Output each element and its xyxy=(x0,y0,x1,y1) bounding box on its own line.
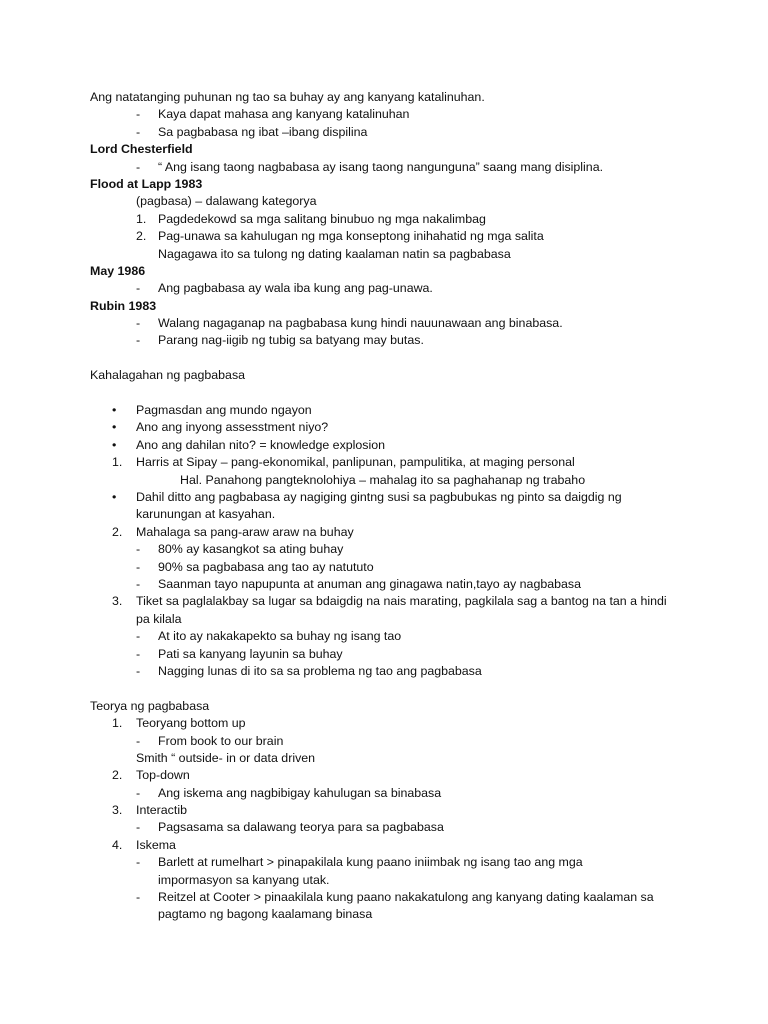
indented-note: Smith “ outside- in or data driven xyxy=(136,750,316,765)
dash-item: - Ang pagbabasa ay wala iba kung ang pag-unawa. xyxy=(136,281,433,296)
heading-teorya: Teorya ng pagbabasa xyxy=(90,698,210,713)
heading-kahalagahan: Kahalagahan ng pagbabasa xyxy=(90,368,246,383)
dash-item: - From book to our brain xyxy=(136,733,284,748)
dash-item: - Pati sa kanyang layunin sa buhay xyxy=(136,646,343,661)
spacer xyxy=(90,350,690,367)
numbered-item: 2. Pag-unawa sa kahulugan ng mga konseptong inihahatid ng mga salita xyxy=(136,229,544,244)
sub-line: (pagbasa) – dalawang kategorya xyxy=(136,194,317,209)
numbered-item: 1. Teoryang bottom up xyxy=(112,716,246,731)
dash-item: - Nagging lunas di ito sa sa problema ng tao ang pagbabasa xyxy=(136,663,482,678)
numbered-item: 4. Iskema xyxy=(112,837,176,852)
intro-line: Ang natatanging puhunan ng tao sa buhay ay ang kanyang katalinuhan. xyxy=(90,90,485,104)
dash-item: - Sa pagbabasa ng ibat –ibang dispilina xyxy=(136,124,368,139)
dash-item: - Barlett at rumelhart > pinapakilala kung paano iniimbak ng isang tao ang mga impormasyon sa kanyang utak. xyxy=(136,855,583,887)
document-body xyxy=(90,89,690,924)
dash-item: - Reitzel at Cooter > pinaakilala kung paano nakakatulong ang kanyang dating kaalaman sa pagtamo ng bagong kaalamang binasa xyxy=(136,890,654,922)
bullet-item: • Pagmasdan ang mundo ngayon xyxy=(112,403,312,418)
dash-item: - Saanman tayo napupunta at anuman ang ginagawa natin,tayo ay nagbabasa xyxy=(136,576,581,591)
dash-item: - Pagsasama sa dalawang teorya para sa pagbabasa xyxy=(136,820,444,835)
bullet-item: • Dahil ditto ang pagbabasa ay nagiging gintng susi sa pagbubukas ng pinto sa daigdig ng karunungan at kasyahan. xyxy=(112,489,622,522)
heading-rubin-1983: Rubin 1983 xyxy=(90,298,157,313)
indented-note: Nagagawa ito sa tulong ng dating kaalaman natin sa pagbabasa xyxy=(158,246,511,261)
heading-flood-at-lapp: Flood at Lapp 1983 xyxy=(90,176,203,191)
numbered-item: 2. Mahalaga sa pang-araw araw na buhay xyxy=(112,524,354,539)
numbered-item: 3. Tiket sa paglalakbay sa lugar sa bdaigdig na nais marating, pagkilala sag a bantog na tan a hindi pa kilala xyxy=(112,594,667,626)
dash-item: - Walang nagaganap na pagbabasa kung hindi nauunawaan ang binabasa. xyxy=(136,316,563,331)
dash-item: - At ito ay nakakapekto sa buhay ng isang tao xyxy=(136,629,402,644)
dash-item: - Kaya dapat mahasa ang kanyang katalinuhan xyxy=(136,107,410,122)
dash-item: - Parang nag-iigib ng tubig sa batyang may butas. xyxy=(136,333,424,348)
dash-item: - “ Ang isang taong nagbabasa ay isang taong nangunguna” saang mang disiplina. xyxy=(136,159,604,174)
numbered-item: 1. Harris at Sipay – pang-ekonomikal, panlipunan, pampulitika, at maging personal xyxy=(112,455,575,470)
bullet-item: • Ano ang inyong assesstment niyo? xyxy=(112,420,329,435)
bullet-item: • Ano ang dahilan nito? = knowledge explosion xyxy=(112,437,386,452)
heading-may-1986: May 1986 xyxy=(90,263,146,278)
dash-item: - 90% sa pagbabasa ang tao ay natututo xyxy=(136,559,374,574)
spacer xyxy=(90,680,690,697)
spacer xyxy=(90,385,690,402)
numbered-item: 1. Pagdedekowd sa mga salitang binubuo ng mga nakalimbag xyxy=(136,211,486,226)
heading-lord-chesterfield: Lord Chesterfield xyxy=(90,142,193,157)
numbered-item: 3. Interactib xyxy=(112,803,187,818)
example-line: Hal. Panahong pangteknolohiya – mahalag ito sa paghahanap ng trabaho xyxy=(180,472,586,487)
dash-item: - 80% ay kasangkot sa ating buhay xyxy=(136,542,344,557)
dash-item: - Ang iskema ang nagbibigay kahulugan sa binabasa xyxy=(136,785,442,800)
numbered-item: 2. Top-down xyxy=(112,768,190,783)
